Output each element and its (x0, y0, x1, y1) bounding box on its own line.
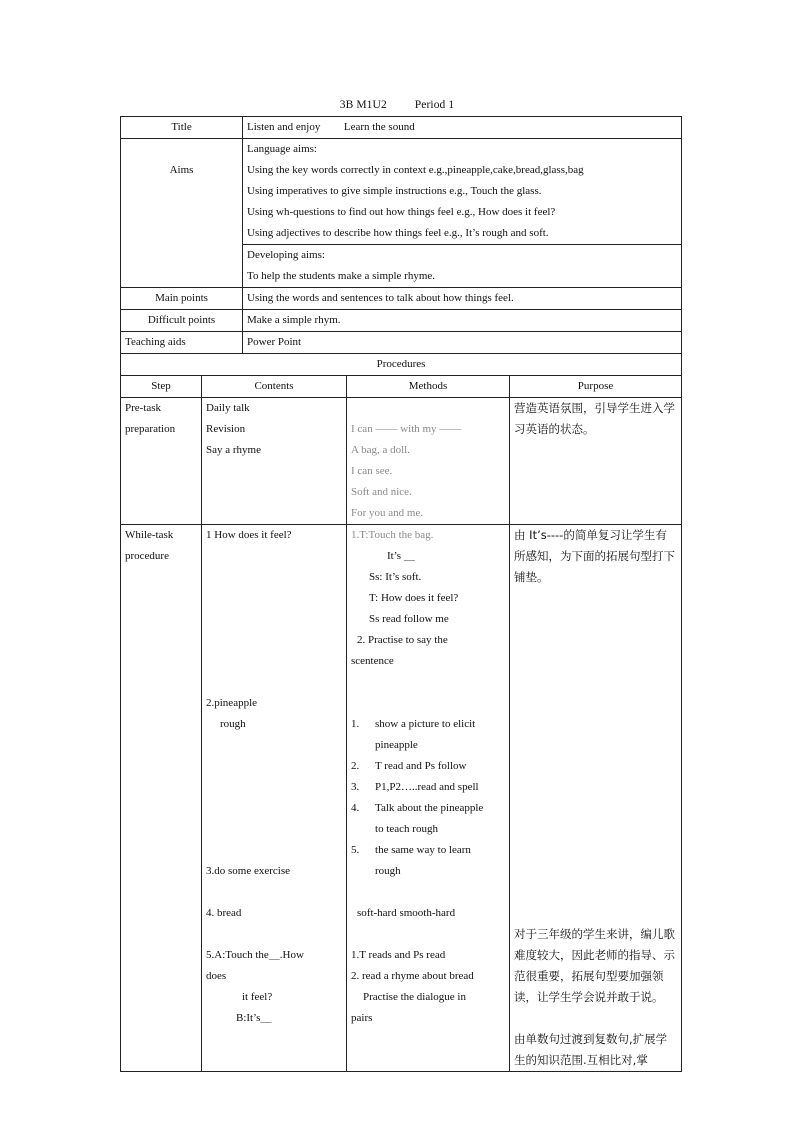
title-label: Title (121, 117, 243, 139)
methods-line: scentence (351, 655, 394, 667)
methods-line: 2. read a rhyme about bread (351, 970, 474, 982)
difficult-points-value: Make a simple rhym. (243, 310, 682, 332)
rhyme-line: Soft and nice. (351, 486, 412, 498)
methods-line: Ss: It’s soft. (369, 571, 422, 583)
header-purpose: Purpose (510, 376, 682, 398)
methods-line: soft-hard smooth-hard (357, 907, 456, 919)
contents-line: 3.do some exercise (206, 865, 290, 877)
contents-line: it feel? (242, 991, 273, 1003)
language-aims-line: Language aims: (247, 143, 317, 155)
methods-line: Ss read follow me (369, 613, 449, 625)
language-aims-line: Using adjectives to describe how things feel e.g., It’s rough and soft. (247, 227, 549, 239)
list-text: rough (375, 865, 401, 877)
title-value-learn: Learn the sound (343, 121, 415, 133)
teaching-aids-value: Power Point (243, 332, 682, 354)
lesson-plan-table (120, 116, 682, 1072)
pre-task-row (121, 398, 682, 525)
list-text: the same way to learn (375, 844, 471, 856)
step-text: procedure (125, 550, 169, 562)
while-task-step (121, 525, 202, 1072)
pre-task-methods (347, 398, 510, 525)
header-methods: Methods (347, 376, 510, 398)
difficult-points-row (121, 310, 682, 332)
contents-line: B:It’s＿ (236, 1012, 272, 1024)
rhyme-line: For you and me. (351, 507, 424, 519)
purpose-text: 对于三年级的学生来讲，编儿歌难度较大，因此老师的指导、示范很重要，拓展句型要加强领读，让学生学会说并敢于说。 (514, 927, 676, 1004)
list-number: 4. (351, 802, 360, 814)
list-text: pineapple (375, 739, 418, 751)
contents-line: 4. bread (206, 907, 242, 919)
language-aims-line: Using imperatives to give simple instructions e.g., Touch the glass. (247, 185, 542, 197)
list-number: 1. (351, 718, 360, 730)
step-text: While-task (125, 529, 174, 541)
rhyme-line: I can —— with my —— (351, 423, 462, 435)
methods-line: T: How does it feel? (369, 592, 459, 604)
developing-aims (243, 245, 682, 288)
methods-line: 1.T reads and Ps read (351, 949, 446, 961)
procedures-header-row (121, 376, 682, 398)
rhyme-line: A bag, a doll. (351, 444, 410, 456)
teaching-aids-row (121, 332, 682, 354)
procedures-title: Procedures (121, 354, 682, 376)
contents-line: rough (220, 718, 246, 730)
list-number: 3. (351, 781, 360, 793)
step-text: preparation (125, 423, 176, 435)
step-text: Pre-task (125, 402, 162, 414)
while-task-contents (202, 525, 347, 1072)
pre-task-step (121, 398, 202, 525)
methods-line: pairs (351, 1012, 373, 1024)
contents-line: 2.pineapple (206, 697, 258, 709)
main-points-value: Using the words and sentences to talk about how things feel. (243, 288, 682, 310)
teaching-aids-label: Teaching aids (121, 332, 243, 354)
title-row (121, 117, 682, 139)
procedures-title-row (121, 354, 682, 376)
while-task-purpose (510, 525, 682, 1072)
while-task-methods (347, 525, 510, 1072)
methods-line: It’s ＿ (387, 550, 415, 562)
title-value-listen: Listen and enjoy (247, 121, 321, 133)
while-task-row (121, 525, 682, 1072)
aims-label (121, 139, 243, 288)
list-text: T read and Ps follow (375, 760, 467, 772)
title-value (243, 117, 682, 139)
list-text: to teach rough (375, 823, 438, 835)
unit-code: 3B M1U2 (339, 99, 387, 111)
method-list-item (351, 840, 505, 882)
list-text: Talk about the pineapple (375, 802, 484, 814)
methods-line: 1.T:Touch the bag. (351, 529, 434, 541)
list-number: 2. (351, 760, 360, 772)
method-list-item (351, 777, 505, 798)
main-points-label: Main points (121, 288, 243, 310)
contents-line: 1 How does it feel? (206, 529, 292, 541)
language-aims-line: Using the key words correctly in context e.g.,pineapple,cake,bread,glass,bag (247, 164, 584, 176)
method-list-item (351, 756, 505, 777)
purpose-text: 由单数句过渡到复数句,扩展学生的知识范围.互相比对,掌 (514, 1032, 668, 1067)
contents-line: Daily talk (206, 402, 250, 414)
header-step: Step (121, 376, 202, 398)
contents-line: Revision (206, 423, 246, 435)
page-title (0, 99, 794, 111)
contents-line: 5.A:Touch the＿.How (206, 949, 304, 961)
developing-aims-line: To help the students make a simple rhyme. (247, 270, 436, 282)
list-number: 5. (351, 844, 360, 856)
contents-line: does (206, 970, 227, 982)
method-list-item (351, 798, 505, 840)
period-label: Period 1 (414, 99, 455, 111)
aims-row-language (121, 139, 682, 245)
difficult-points-label: Difficult points (121, 310, 243, 332)
methods-line: Practise the dialogue in (363, 991, 466, 1003)
rhyme-line: I can see. (351, 465, 393, 477)
language-aims-line: Using wh-questions to find out how things feel e.g., How does it feel? (247, 206, 556, 218)
pre-task-purpose (510, 398, 682, 525)
list-text: show a picture to elicit (375, 718, 476, 730)
aims-label-text: Aims (169, 164, 194, 176)
main-points-row (121, 288, 682, 310)
developing-aims-line: Developing aims: (247, 249, 325, 261)
methods-line: 2. Practise to say the (357, 634, 448, 646)
list-text: P1,P2…..read and spell (375, 781, 479, 793)
purpose-text: 营造英语氛围，引导学生进入学习英语的状态。 (514, 401, 676, 436)
pre-task-contents (202, 398, 347, 525)
language-aims (243, 139, 682, 245)
contents-line: Say a rhyme (206, 444, 261, 456)
header-contents: Contents (202, 376, 347, 398)
purpose-text: 由 It’s----的简单复习让学生有所感知，为下面的拓展句型打下铺垫。 (514, 528, 676, 584)
method-list-item (351, 714, 505, 756)
